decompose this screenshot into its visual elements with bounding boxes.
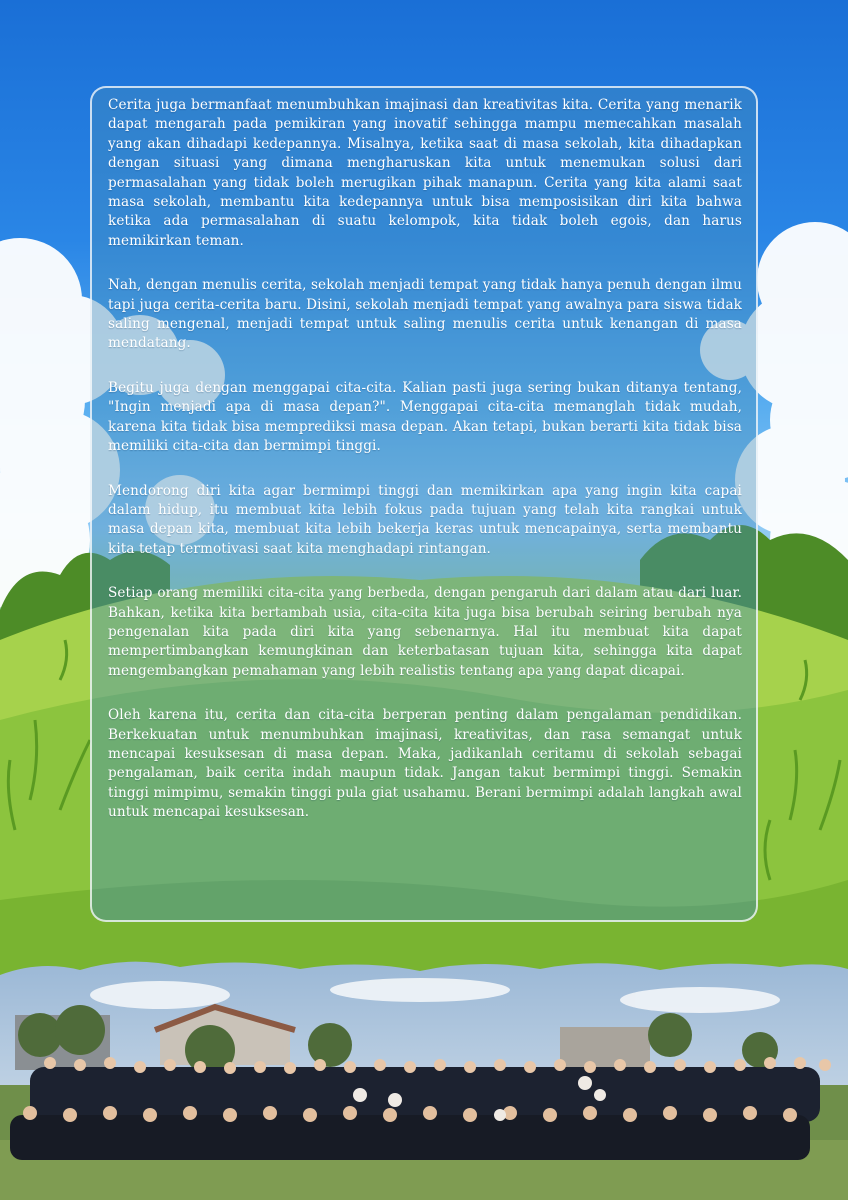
paragraph-1: Cerita juga bermanfaat menumbuhkan imajinasi dan kreativitas kita. Cerita yang menarik dapat mengarah pada pemikiran yang inovatif sehingga mampu memecahkan masalah yang akan dihadapi kedepannya. Misalnya, ketika saat di masa sekolah, kita dihadapkan dengan situasi yang dimana mengharuskan kita untuk menemukan solusi dari permasalahan yang tidak boleh merugikan pihak manapun. Cerita yang kita alami saat masa sekolah, membantu kita kedepannya untuk bisa memposisikan diri kita bahwa ketika ada permasalahan di suatu kelompok, kita tidak boleh egois, dan harus memikirkan teman. (108, 97, 742, 249)
text-panel (90, 86, 758, 922)
group-photo (0, 955, 848, 1200)
paragraph-4: Mendorong diri kita agar bermimpi tinggi dan memikirkan apa yang ingin kita capai dalam hidup, itu membuat kita lebih fokus pada tujuan yang telah kita rangkai untuk masa depan kita, membuat kita lebih bekerja keras untuk mencapainya, serta membantu kita tetap termotivasi saat kita menghadapi rintangan. (108, 482, 742, 557)
paragraph-5: Setiap orang memiliki cita-cita yang berbeda, dengan pengaruh dari dalam atau dari luar. Bahkan, ketika kita bertambah usia, cita-cita kita juga bisa berubah seiring berubah nya pengenalan kita pada diri kita yang sebenarnya. Hal itu membuat kita dapat mempertimbangkan kemungkinan dan keterbatasan tujuan kita, sehingga kita dapat mengembangkan pemahaman yang lebih realistis tentang apa yang dapat dicapai. (108, 585, 742, 679)
paragraph-3: Begitu juga dengan menggapai cita-cita. Kalian pasti juga sering bukan ditanya tentang, "Ingin menjadi apa di masa depan?". Menggapai cita-cita memanglah tidak mudah, karena kita tidak bisa memprediksi masa depan. Akan tetapi, bukan berarti kita tidak bisa memiliki cita-cita dan bermimpi tinggi. (108, 379, 742, 455)
paragraph-6: Oleh karena itu, cerita dan cita-cita berperan penting dalam pengalaman pendidikan. Berkekuatan untuk menumbuhkan imajinasi, kreativitas, dan rasa semangat untuk mencapai kesuksesan di masa depan. Maka, jadikanlah ceritamu di sekolah sebagai pengalaman, baik cerita indah maupun tidak. Jangan takut bermimpi tinggi. Semakin tinggi mimpimu, semakin tinggi pula giat usahamu. Berani bermimpi adalah langkah awal untuk mencapai kesuksesan. (108, 707, 742, 821)
paragraph-2: Nah, dengan menulis cerita, sekolah menjadi tempat yang tidak hanya penuh dengan ilmu tapi juga cerita-cerita baru. Disini, sekolah menjadi tempat yang awalnya para siswa tidak saling mengenal, menjadi tempat untuk saling menulis cerita untuk kenangan di masa mendatang. (108, 277, 742, 352)
